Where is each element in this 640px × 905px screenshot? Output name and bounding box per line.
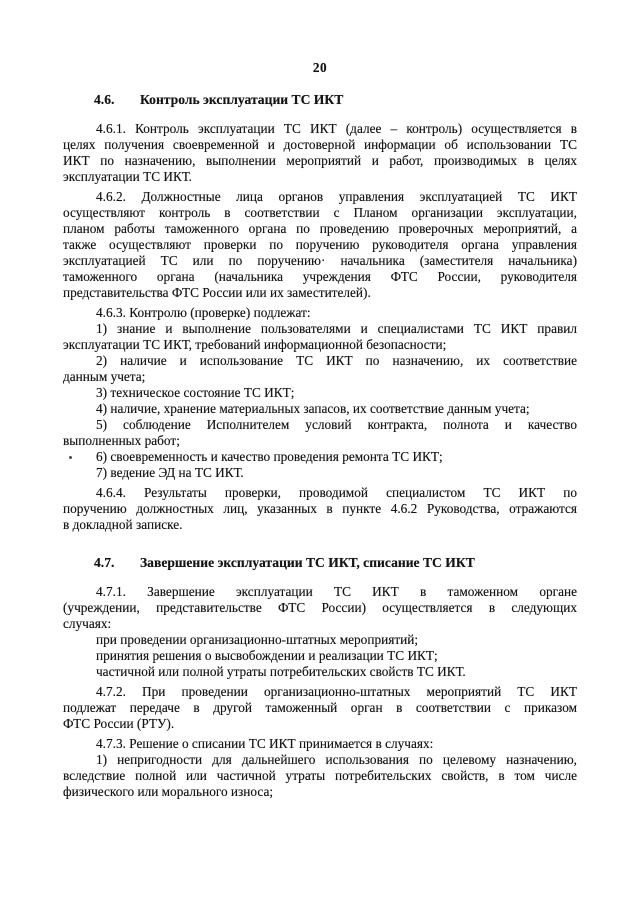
text-line: осуществляют контроль в соответствии с Планом организации эксплуатации,: [63, 205, 577, 220]
text-line: случаях:: [63, 616, 112, 631]
list-item-line: вследствие полной или частичной утраты потребительских свойств, в том числе: [63, 768, 577, 783]
text-line: представительства ФТС России или их заместителей).: [63, 285, 371, 300]
text-line: 4.7.2. При проведении организационно-штатных мероприятий ТС ИКТ: [96, 684, 577, 699]
list-item-line: частичной или полной утраты потребительских свойств ТС ИКТ.: [96, 664, 466, 679]
section-title: Завершение эксплуатации ТС ИКТ, списание ТС ИКТ: [140, 555, 475, 570]
text-line: 4.7.1. Завершение эксплуатации ТС ИКТ в таможенном органе: [96, 584, 577, 599]
paragraph-4-6-1: [63, 121, 577, 185]
page-number: 20: [312, 60, 328, 75]
list-item-line: 6) своевременность и качество проведения ремонта ТС ИКТ;: [96, 449, 443, 464]
text-line: ИКТ по назначению, выполнении мероприятий и работ, производимых в целях: [63, 153, 577, 168]
section-number: 4.6.: [94, 92, 115, 107]
text-line: целях получения своевременной и достоверной информации об использовании ТС: [63, 137, 577, 152]
paragraph-4-6-2: [63, 189, 577, 301]
text-line: 4.6.3. Контролю (проверке) подлежат:: [96, 305, 311, 320]
text-line: также осуществляют проверки по поручению руководителя органа управления: [63, 237, 577, 252]
paragraph-4-6-4: [63, 485, 577, 533]
text-line: 4.6.2. Должностные лица органов управления эксплуатацией ТС ИКТ: [96, 189, 577, 204]
text-line: (учреждении, представительстве ФТС России) осуществляется в следующих: [63, 600, 577, 615]
text-line: в докладной записке.: [63, 517, 183, 532]
text-line: ФТС России (РТУ).: [63, 716, 175, 731]
list-item-line: эксплуатации ТС ИКТ, требований информационной безопасности;: [63, 337, 447, 352]
list-item-line: 4) наличие, хранение материальных запасов, их соответствие данным учета;: [96, 401, 530, 416]
section-heading-4-6: [63, 92, 577, 108]
list-item-line: 5) соблюдение Исполнителем условий контракта, полнота и качество: [96, 417, 577, 432]
text-line: 4.7.3. Решение о списании ТС ИКТ принимается в случаях:: [96, 736, 434, 751]
scan-speck: [69, 456, 72, 459]
section-heading-4-7: [63, 555, 577, 571]
list-item-line: выполненных работ;: [63, 433, 180, 448]
section-number: 4.7.: [94, 555, 115, 570]
list-item-line: 1) знание и выполнение пользователями и специалистами ТС ИКТ правил: [96, 321, 577, 336]
list-item-line: 3) техническое состояние ТС ИКТ;: [96, 385, 295, 400]
text-line: поручению должностных лиц, указанных в пункте 4.6.2 Руководства, отражаются: [63, 501, 577, 516]
text-line: эксплуатацией ТС или по поручению· начальника (заместителя начальника): [63, 253, 577, 268]
text-line: подлежат передаче в другой таможенный орган в соответствии с приказом: [63, 700, 577, 715]
text-line: планом работы таможенного органа по проведению проверочных мероприятий, а: [63, 221, 577, 236]
text-line: 4.6.4. Результаты проверки, проводимой специалистом ТС ИКТ по: [96, 485, 577, 500]
paragraph-4-7-2: [63, 684, 577, 732]
list-item-line: при проведении организационно-штатных мероприятий;: [96, 632, 419, 647]
paragraph-4-7-3: [63, 736, 577, 800]
section-title: Контроль эксплуатации ТС ИКТ: [140, 92, 344, 107]
list-item-line: 1) непригодности для дальнейшего использования по целевому назначению,: [96, 752, 577, 767]
list-item-line: принятия решения о высвобождении и реализации ТС ИКТ;: [96, 648, 438, 663]
paragraph-4-6-3: [63, 305, 577, 481]
text-line: эксплуатации ТС ИКТ.: [63, 169, 192, 184]
list-item-line: данным учета;: [63, 369, 146, 384]
list-item-line: физического или морального износа;: [63, 784, 274, 799]
text-line: таможенного органа (начальника учреждения ФТС России, руководителя: [63, 269, 577, 284]
text-line: 4.6.1. Контроль эксплуатации ТС ИКТ (далее – контроль) осуществляется в: [96, 121, 577, 136]
list-item-line: 2) наличие и использование ТС ИКТ по назначению, их соответствие: [96, 353, 577, 368]
list-item-line: 7) ведение ЭД на ТС ИКТ.: [96, 465, 244, 480]
paragraph-4-7-1: [63, 584, 577, 680]
